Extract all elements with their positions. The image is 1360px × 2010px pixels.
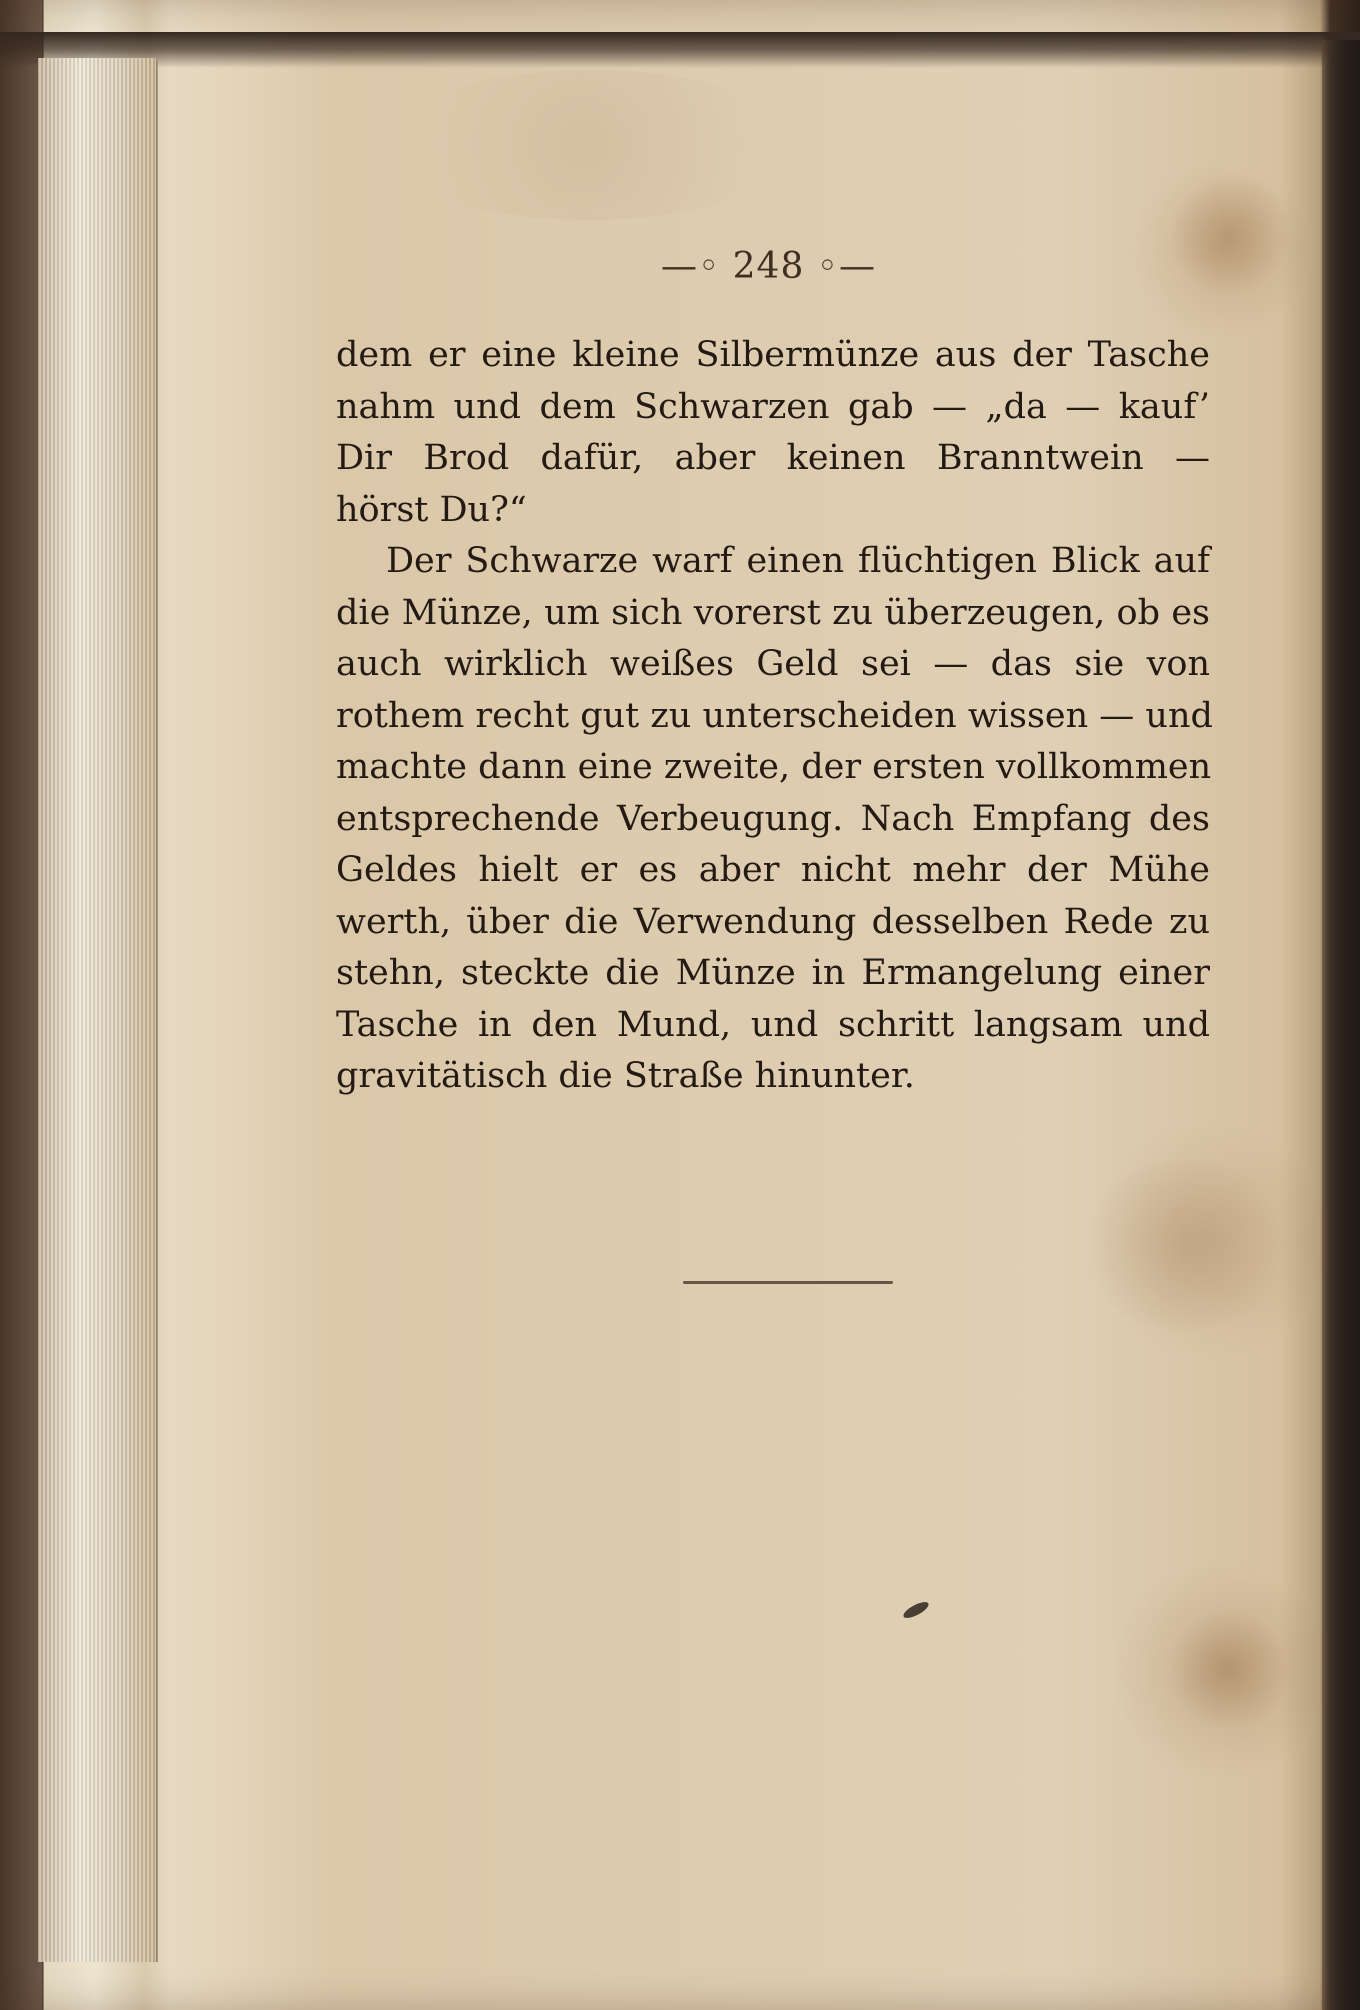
ink-mark [901,1599,930,1621]
text-line: rothem recht gut zu unterscheiden wissen — und [336,695,1213,736]
left-page-edges [38,58,158,1962]
text-line: dem er eine kleine Silbermünze aus der Tasche [336,335,1210,375]
page-stain [1170,1610,1290,1730]
book-text [336,330,1213,1103]
text-line: machte dann eine zweite, der ersten vollkommen [336,747,1212,787]
text-line: Dir Brod dafür, aber keinen Branntwein — [336,438,1210,478]
right-binding-edge [1322,40,1360,2010]
text-line: Tasche in den Mund, und schritt langsam und [336,1004,1210,1045]
text-line: Geldes hielt er es aber nicht mehr der Mühe [336,850,1210,890]
top-shadow [0,32,1360,68]
text-line: auch wirklich weißes Geld sei — das sie von [336,644,1210,684]
text-line: stehn, steckte die Münze in Ermangelung einer [336,953,1210,993]
text-line: hörst Du?“ [336,489,527,530]
page-number: —◦ 248 ◦— [660,246,877,287]
text-line: entsprechende Verbeugung. Nach Empfang des [336,798,1210,839]
text-line: werth, über die Verwendung desselben Rede zu [336,901,1210,942]
paragraph-first-line: Der Schwarze warf einen flüchtigen Blick auf [386,541,1210,581]
section-divider [683,1281,893,1284]
text-line: die Münze, um sich vorerst zu überzeugen, ob es [336,592,1210,633]
page-stain [380,70,800,220]
text-line: gravitätisch die Straße hinunter. [336,1056,915,1096]
page-stain [1170,175,1290,295]
text-line: nahm und dem Schwarzen gab — „da — kauf’ [336,386,1210,427]
page-stain [1080,1160,1290,1330]
